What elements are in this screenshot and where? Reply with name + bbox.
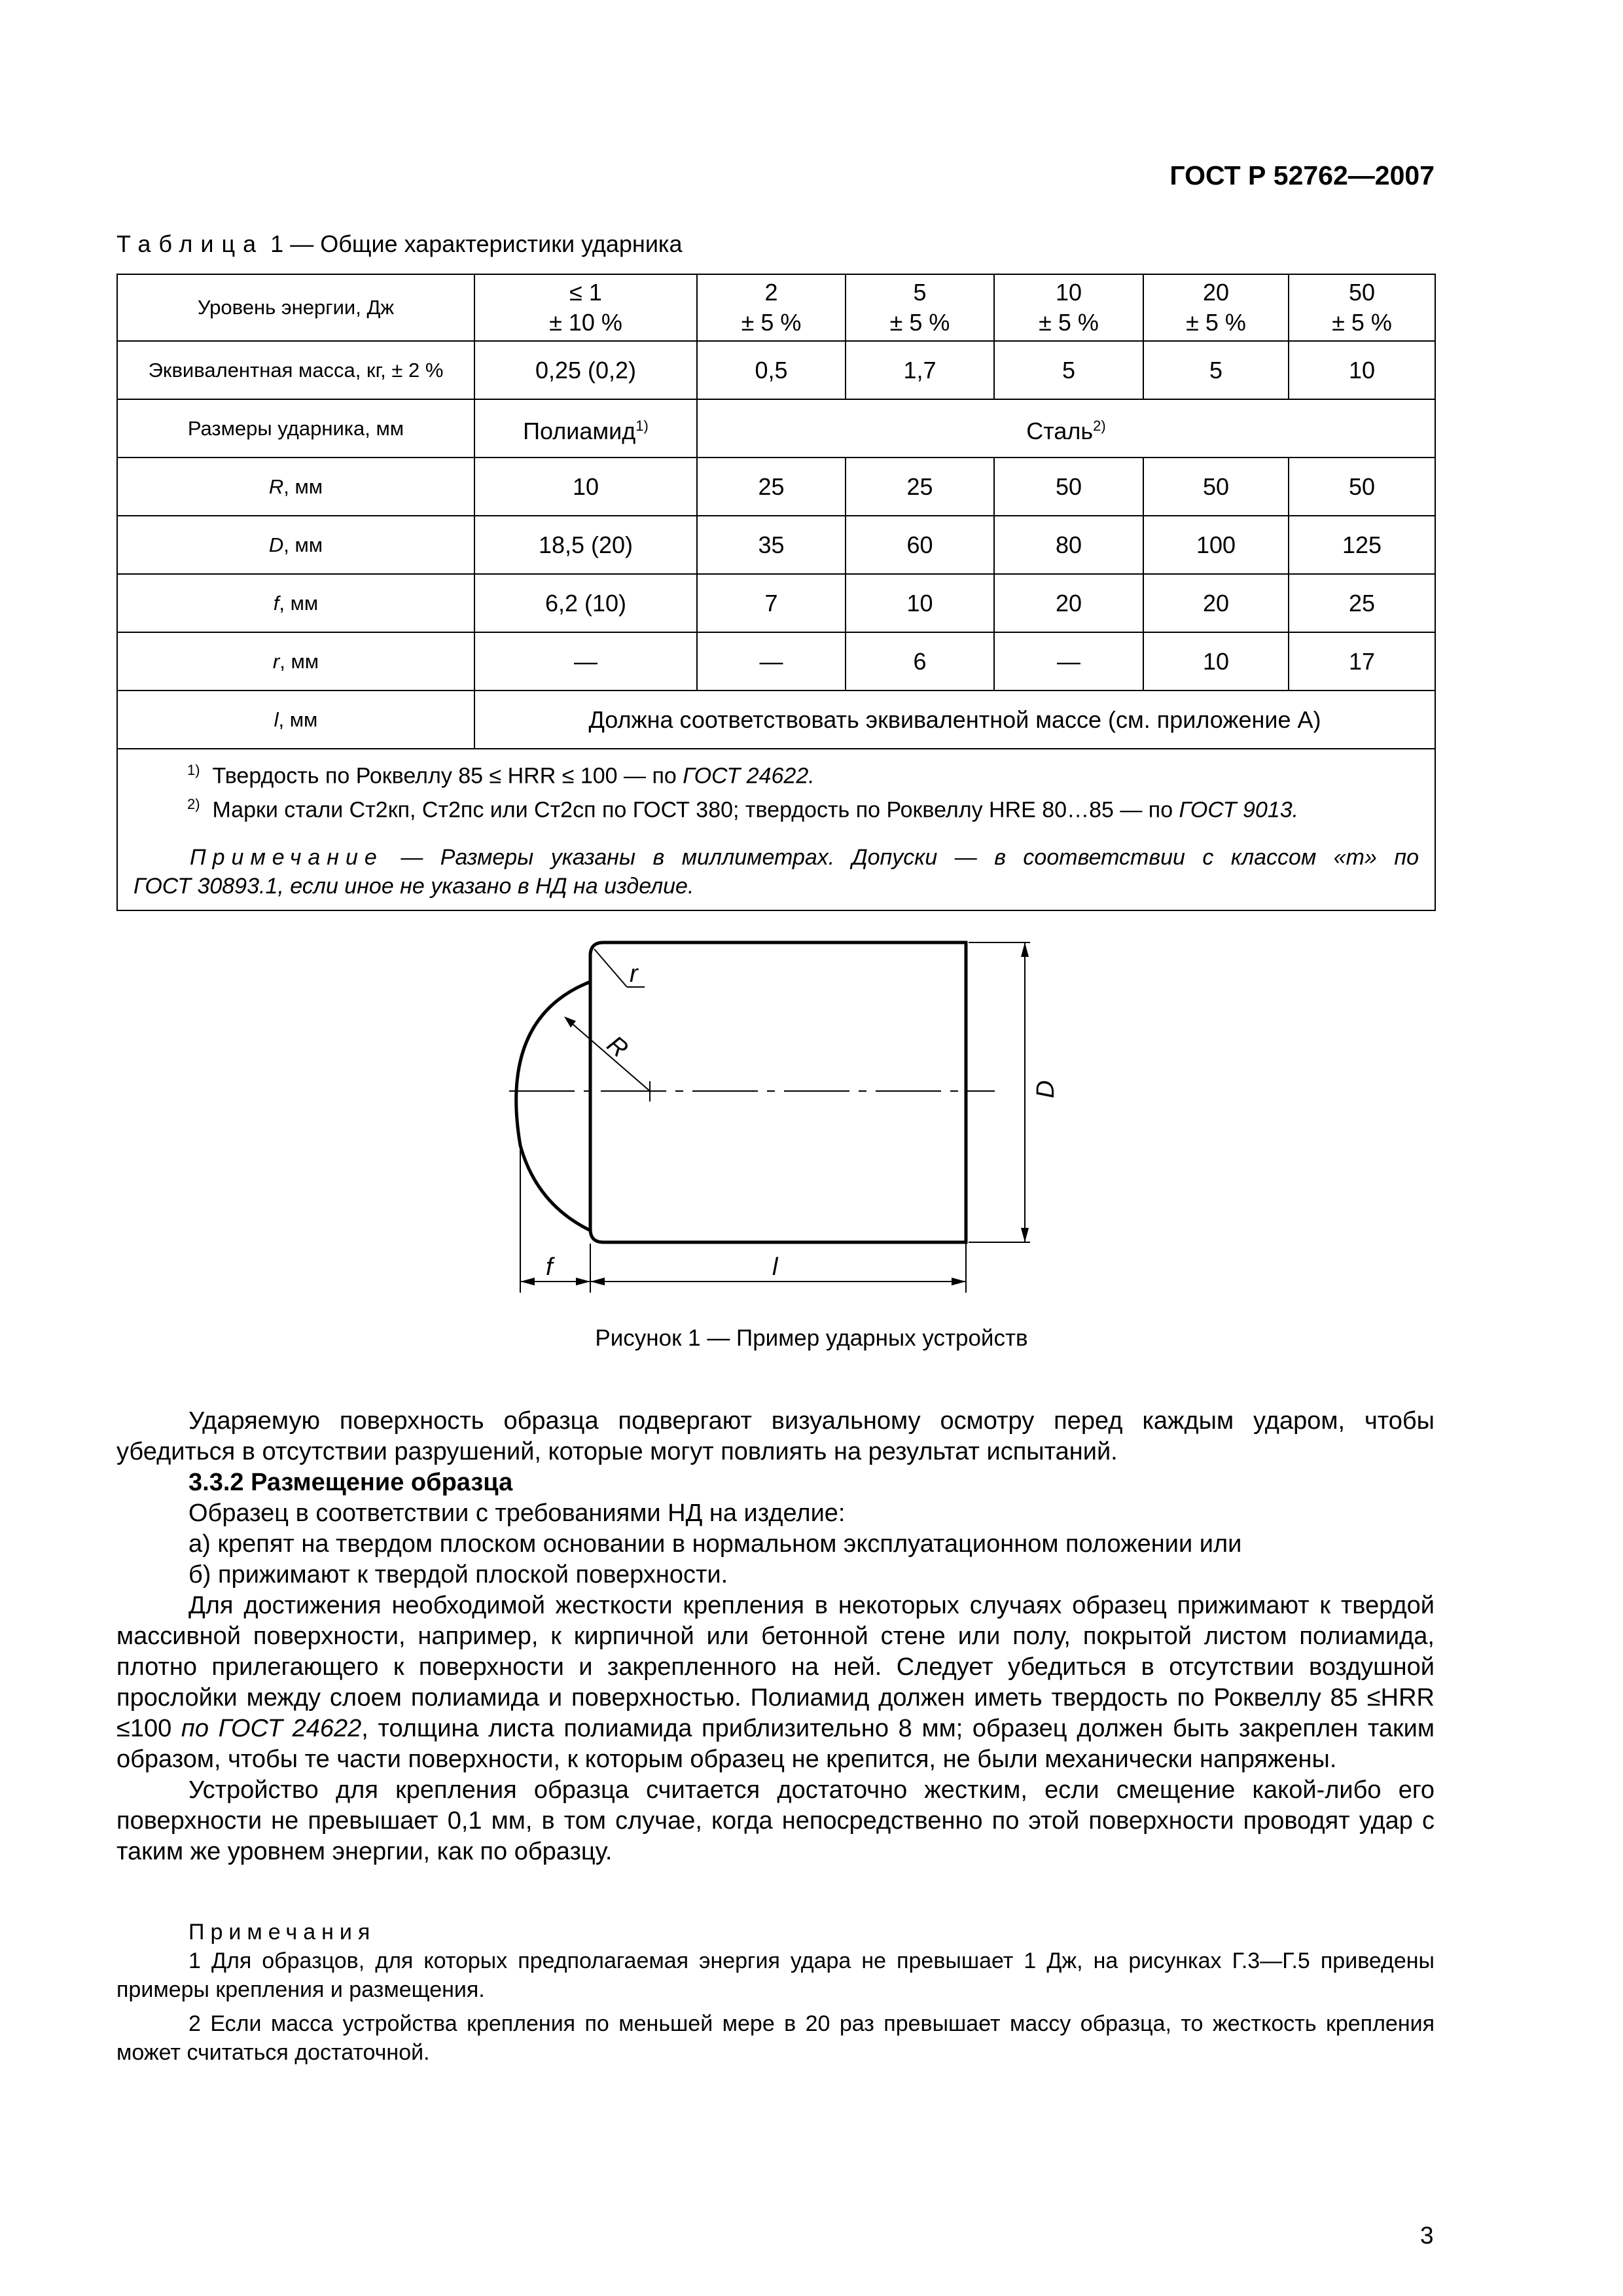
- paragraph: Для достижения необходимой жесткости крепления в некоторых случаях образец прижимают к твердой массивной поверхности, например, к кирпичной или бетонной стене или полу, покрытой листом полиамида, плотно прилегающего к поверхности и закрепленного на ней. Следует убедиться в отсутствии воздушной прослойки между слоем полиамида и поверхностью. Полиамид должен иметь твердость по Роквеллу 85 ≤HRR ≤100 по ГОСТ 24622, толщина листа полиамида приблизительно 8 мм; образец должен быть закреплен таким образом, чтобы те части поверхности, к которым образец не крепится, не были механически напряжены.: [116, 1592, 1435, 1773]
- paragraph: Образец в соответствии с требованиями НД на изделие:: [188, 1499, 846, 1527]
- table-row-mass: [117, 341, 1435, 399]
- table-cell: 10: [846, 574, 994, 632]
- paragraph: Ударяемую поверхность образца подвергают визуальному осмотру перед каждым ударом, чтобы убедиться в отсутствии разрушений, которые могут повлиять на результат испытаний.: [116, 1407, 1435, 1465]
- table-cell: 7: [697, 574, 846, 632]
- notes-block: [116, 1918, 1435, 2067]
- mass-label: Эквивалентная масса, кг, ± 2 %: [117, 341, 474, 399]
- table-cell: 50: [1143, 457, 1289, 516]
- table-row-l: [117, 691, 1435, 749]
- table-cell: 20: [1143, 574, 1289, 632]
- note-item: 2 Если масса устройства крепления по меньшей мере в 20 раз превышает массу образца, то жесткость крепления может считаться достаточной.: [116, 2011, 1435, 2065]
- table-row: [117, 516, 1435, 574]
- table-cell: —: [474, 632, 697, 691]
- radius-r-leader: [594, 949, 627, 987]
- mass-cell: 10: [1289, 341, 1435, 399]
- mass-cell: 1,7: [846, 341, 994, 399]
- material-polyamide: Полиамид$^{1)}$: [474, 399, 697, 457]
- notes-heading: Примечания: [188, 1920, 376, 1945]
- table-caption: [116, 230, 683, 258]
- note-item: 1 Для образцов, для которых предполагаемая энергия удара не превышает 1 Дж, на рисунках Г.3—Г.5 приведены примеры крепления и размещения.: [116, 1948, 1435, 2002]
- energy-cell: 5 ± 5 %: [846, 274, 994, 341]
- footnote-2: $^{2)}$ Марки стали Ст2кп, Ст2пс или Ст2сп по ГОСТ 380; твердость по Роквеллу HRE 80…85 — по ГОСТ 9013.: [187, 796, 1299, 823]
- table-cell: 50: [1289, 457, 1435, 516]
- row-label-R: R, мм: [117, 457, 474, 516]
- table-cell: 18,5 (20): [474, 516, 697, 574]
- table-notes: [117, 749, 1435, 910]
- label-l: l: [772, 1253, 778, 1281]
- table-cell: 25: [697, 457, 846, 516]
- mass-cell: 5: [1143, 341, 1289, 399]
- l-value-cell: Должна соответствовать эквивалентной массе (см. приложение А): [474, 691, 1435, 749]
- mass-cell: 0,25 (0,2): [474, 341, 697, 399]
- table-cell: 6: [846, 632, 994, 691]
- energy-cell: 2 ± 5 %: [697, 274, 846, 341]
- page-number: 3: [1420, 2222, 1434, 2249]
- label-D: D: [1032, 1080, 1060, 1098]
- table-cell: 6,2 (10): [474, 574, 697, 632]
- table-cell: 100: [1143, 516, 1289, 574]
- energy-cell: 20 ± 5 %: [1143, 274, 1289, 341]
- table-cell: 25: [1289, 574, 1435, 632]
- table-cell: 17: [1289, 632, 1435, 691]
- label-R: R: [601, 1030, 633, 1064]
- footnote-1: $^{1)}$ Твердость по Роквеллу 85 ≤ HRR ≤ 100 — по ГОСТ 24622.: [187, 762, 815, 789]
- standard-header: ГОСТ Р 52762—2007: [1169, 160, 1435, 190]
- table-cell: 80: [994, 516, 1143, 574]
- row-label-f: f, мм: [117, 574, 474, 632]
- energy-label: Уровень энергии, Дж: [117, 274, 474, 341]
- mass-cell: 0,5: [697, 341, 846, 399]
- table-cell: 25: [846, 457, 994, 516]
- table-cell: 10: [1143, 632, 1289, 691]
- table-note: Примечание — Размеры указаны в миллиметрах. Допуски — в соответствии с классом «m» по: [190, 844, 1419, 870]
- table-note-continued: ГОСТ 30893.1, если иное не указано в НД на изделие.: [134, 873, 694, 899]
- impactor-figure: [497, 916, 1060, 1309]
- section-heading: 3.3.2 Размещение образца: [188, 1469, 513, 1496]
- energy-cell: 10 ± 5 %: [994, 274, 1143, 341]
- table-row: [117, 574, 1435, 632]
- table-cell: —: [994, 632, 1143, 691]
- material-steel: Сталь$^{2)}$: [697, 399, 1435, 457]
- table-cell: 125: [1289, 516, 1435, 574]
- energy-cell: 50 ± 5 %: [1289, 274, 1435, 341]
- paragraph: Устройство для крепления образца считается достаточно жестким, если смещение какой-либо его поверхности не превышает 0,1 мм, в том случае, когда непосредственно по этой поверхности проводят удар с таким же уровнем энергии, как по образцу.: [116, 1776, 1435, 1865]
- label-r: r: [630, 960, 638, 988]
- table-cell: 20: [994, 574, 1143, 632]
- table-cell: 50: [994, 457, 1143, 516]
- mass-cell: 5: [994, 341, 1143, 399]
- table-cell: 60: [846, 516, 994, 574]
- row-label-r: r, мм: [117, 632, 474, 691]
- list-item-a: а) крепят на твердом плоском основании в нормальном эксплуатационном положении или: [188, 1530, 1242, 1558]
- figure-caption: Рисунок 1 — Пример ударных устройств: [595, 1325, 1028, 1351]
- table-row-energy: [117, 274, 1435, 341]
- energy-cell: ≤ 1 ± 10 %: [474, 274, 697, 341]
- impactor-body: [590, 942, 966, 1242]
- impactor-characteristics-table: [116, 274, 1436, 911]
- table-cell: —: [697, 632, 846, 691]
- body-text: [116, 1406, 1435, 1867]
- table-cell: 35: [697, 516, 846, 574]
- table-row: [117, 632, 1435, 691]
- impactor-dome: [516, 982, 590, 1230]
- list-item-b: б) прижимают к твердой плоской поверхности.: [188, 1561, 728, 1588]
- row-label-l: l, мм: [117, 691, 474, 749]
- table-notes-row: [117, 749, 1435, 910]
- size-label: Размеры ударника, мм: [117, 399, 474, 457]
- table-caption-word: Таблица: [116, 230, 264, 257]
- label-f: f: [546, 1253, 553, 1281]
- table-row-materials: [117, 399, 1435, 457]
- table-cell: 10: [474, 457, 697, 516]
- row-label-D: D, мм: [117, 516, 474, 574]
- table-caption-text: 1 — Общие характеристики ударника: [270, 230, 683, 257]
- table-row: [117, 457, 1435, 516]
